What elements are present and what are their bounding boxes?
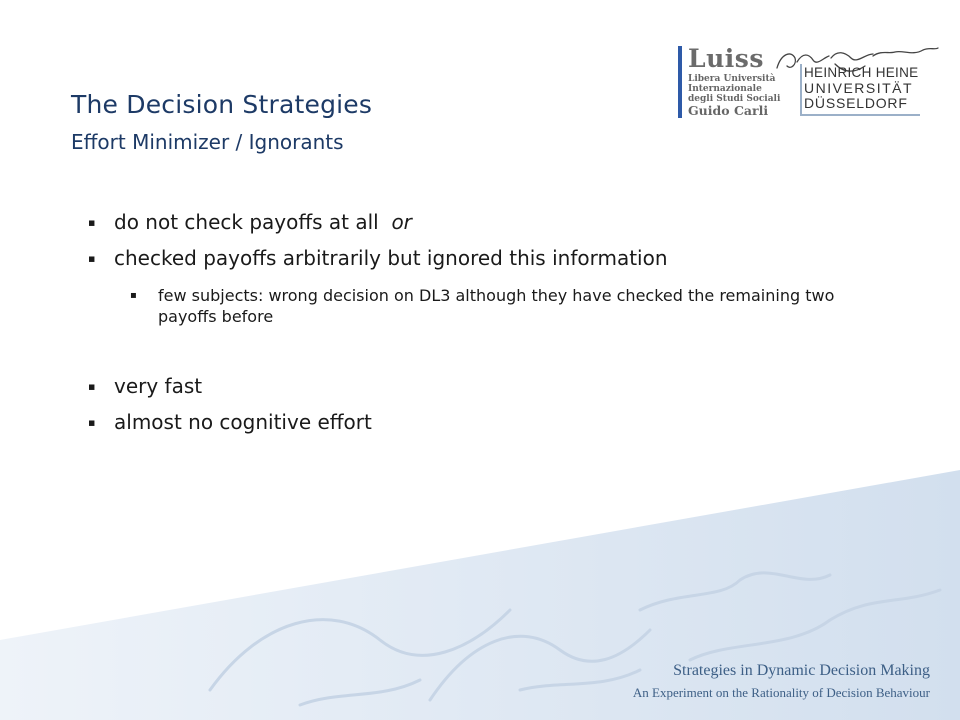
- luiss-line-3: degli Studi Sociali: [688, 94, 781, 104]
- bullet-1-suffix: or: [391, 210, 412, 234]
- bullet-marker: ▪: [88, 416, 96, 429]
- bullet-2: [88, 246, 668, 270]
- bullet-4: [88, 410, 372, 434]
- bullet-4-text: almost no cognitive effort: [114, 410, 372, 434]
- bullet-marker: ▪: [88, 216, 96, 229]
- luiss-line-2: Internazionale: [688, 84, 762, 94]
- bullet-2-text: checked payoffs arbitrarily but ignored this information: [114, 246, 668, 270]
- slide-subtitle: Effort Minimizer / Ignorants: [71, 130, 344, 154]
- footer-title: Strategies in Dynamic Decision Making: [673, 662, 930, 679]
- bullet-3: [88, 374, 202, 398]
- luiss-guido-carli: Guido Carli: [688, 103, 769, 118]
- bullet-marker: ▪: [88, 380, 96, 393]
- logo-area: [678, 44, 940, 120]
- bullet-3-text: very fast: [114, 374, 203, 398]
- luiss-line-1: Libera Università: [688, 74, 776, 84]
- footer-subtitle: An Experiment on the Rationality of Decision Behaviour: [632, 685, 930, 700]
- bullet-marker: ▪: [88, 252, 96, 265]
- hhu-logo: [773, 44, 940, 120]
- hhu-line-1: HEINRICH HEINE: [804, 65, 919, 80]
- luiss-accent-bar: [678, 46, 682, 118]
- sub-bullet: [130, 285, 850, 327]
- slide-title: The Decision Strategies: [71, 90, 373, 119]
- sub-bullet-text: few subjects: wrong decision on DL3 although they have checked the remaining two payoffs before: [158, 286, 835, 326]
- hhu-line-2: UNIVERSITÄT: [804, 80, 914, 96]
- hhu-line-3: DÜSSELDORF: [804, 95, 908, 111]
- sub-bullet-marker: ▪: [130, 290, 137, 301]
- bullet-1-text: do not check payoffs at all: [114, 210, 379, 234]
- luiss-name: Luiss: [688, 44, 764, 73]
- bullet-1: [88, 210, 412, 234]
